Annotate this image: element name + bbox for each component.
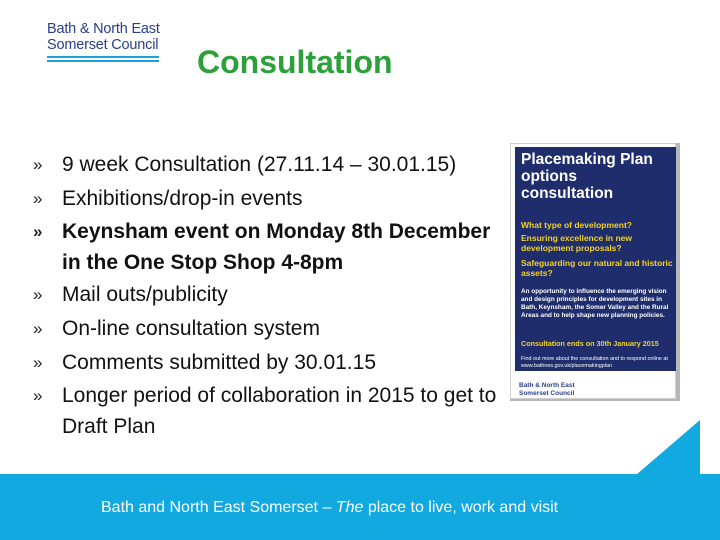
bullet-text: Exhibitions/drop-in events <box>62 187 303 210</box>
leaflet-image <box>510 143 680 405</box>
bullet-marker: » <box>33 386 43 405</box>
bullet-marker: » <box>33 319 43 338</box>
logo-line-2: Somerset Council <box>47 37 159 53</box>
leaflet-heading <box>521 151 677 202</box>
bullet-item <box>33 216 508 278</box>
bullet-item <box>33 278 508 312</box>
bullet-item <box>33 148 508 182</box>
bullet-marker: » <box>33 353 43 372</box>
bullet-item <box>33 380 508 442</box>
bullet-item <box>33 312 508 346</box>
footer-corner-accent <box>630 420 700 480</box>
leaflet-body: An opportunity to influence the emerging vision and design principles for development sites in Bath, Keynsham, the Somer Valley and the Rural Areas and to help shape new planning policies. <box>521 288 669 319</box>
slide-title: Consultation <box>197 44 393 80</box>
bullet-marker: » <box>33 285 43 304</box>
leaflet-question-2: Ensuring excellence in new development proposals? <box>521 233 633 253</box>
bullet-list <box>33 148 508 442</box>
logo-rule-top <box>47 56 159 58</box>
bullet-text: Keynsham event on Monday 8th December in the One Stop Shop 4-8pm <box>62 220 491 274</box>
leaflet-logo-line-2: Somerset Council <box>519 389 575 397</box>
bullet-marker: » <box>33 155 43 174</box>
footer-text-after: place to live, work and visit <box>363 499 559 516</box>
bullet-text: Longer period of collaboration in 2015 to get to Draft Plan <box>62 384 497 438</box>
leaflet-question-1: What type of development? <box>521 220 632 230</box>
leaflet-heading-line-2: options <box>521 168 577 185</box>
bullet-marker: » <box>33 222 43 241</box>
leaflet-heading-line-1: Placemaking Plan <box>521 151 653 168</box>
bullet-item <box>33 346 508 380</box>
leaflet-question-3: Safeguarding our natural and historic assets? <box>521 258 673 278</box>
leaflet-cover <box>515 147 676 371</box>
leaflet-more-info: Find out more about the consultation and to respond online at www.bathnes.gov.uk/placemakingplan <box>521 356 668 369</box>
logo-line-1: Bath & North East <box>47 21 160 37</box>
council-logo <box>47 21 162 63</box>
bullet-text: Comments submitted by 30.01.15 <box>62 351 376 374</box>
leaflet-logo-line-1: Bath & North East <box>519 382 575 389</box>
footer-text-italic: The <box>335 499 364 516</box>
bullet-item <box>33 182 508 216</box>
bullet-text: On-line consultation system <box>62 317 320 340</box>
leaflet-logo <box>519 382 599 397</box>
leaflet-heading-line-3: consultation <box>521 185 614 202</box>
footer-tagline <box>101 499 558 517</box>
footer-text-before: Bath and North East Somerset – <box>101 499 336 516</box>
bullet-marker: » <box>33 189 43 208</box>
leaflet-deadline: Consultation ends on 30th January 2015 <box>521 339 659 348</box>
bullet-text: 9 week Consultation (27.11.14 – 30.01.15) <box>62 153 457 176</box>
footer-banner <box>0 474 720 540</box>
leaflet-panel <box>510 143 676 399</box>
logo-rule-bottom <box>47 60 159 62</box>
bullet-text: Mail outs/publicity <box>62 283 228 306</box>
